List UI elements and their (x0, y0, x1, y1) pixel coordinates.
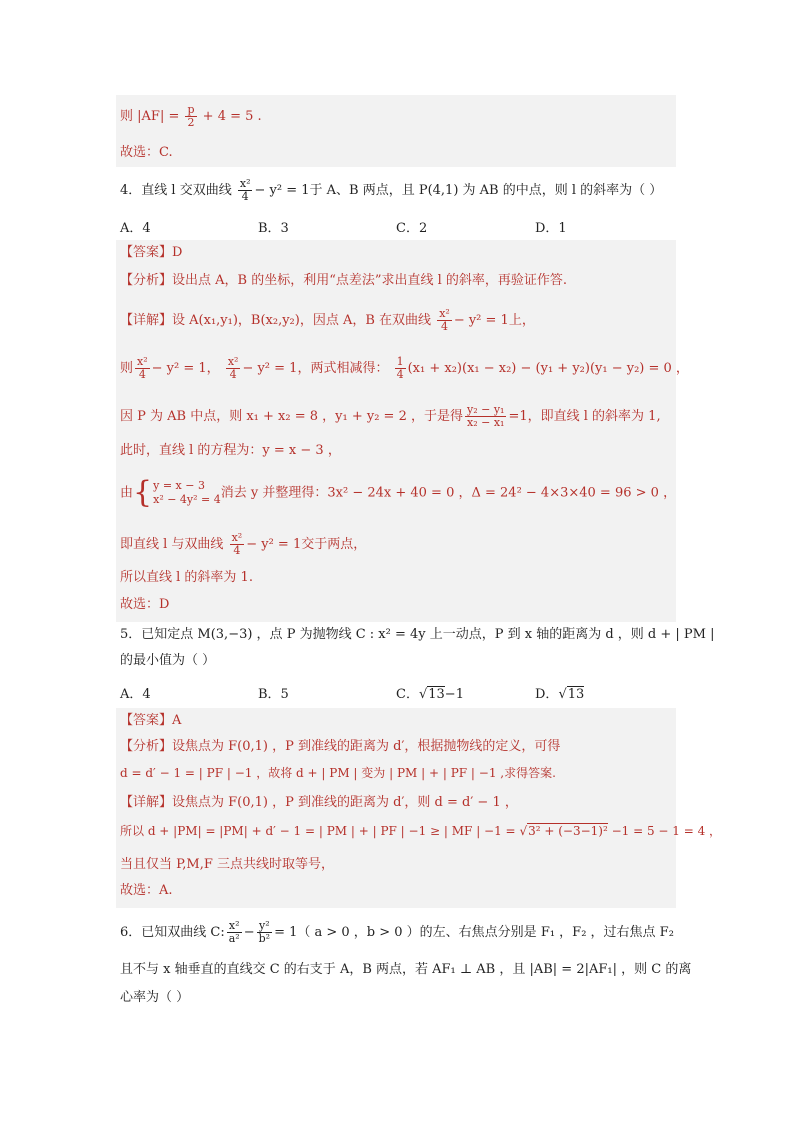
q4-d2f1-den: 4 (138, 368, 146, 381)
q4-stem-b: 于 A、B 两点，且 P(4,1) 为 AB 的中点，则 l 的斜率为（ ） (309, 183, 663, 198)
q4-detail-6 (120, 532, 366, 557)
q4-d2f2-den: 4 (229, 368, 237, 381)
q4-detail-5a: 由 (120, 485, 134, 501)
q4-sys-row2: x² − 4y² = 4 (153, 493, 221, 506)
prev-expr: |AF| = (137, 109, 184, 124)
q5-optd-pre: D． (535, 687, 559, 702)
q4-d2-frac1 (135, 356, 150, 381)
q4-analysis-tag: 【分析】 (120, 273, 173, 288)
q4-detail-1-frac (437, 308, 452, 333)
q4-stem-a: 直线 l 交双曲线 (141, 183, 232, 198)
q4-ratio-den: x₂ − x₁ (467, 416, 505, 429)
q5-detail-2: 所以 d + |PM| = |PM| + d′ − 1 = | PM | + | PF | −1 ≥ | MF | −1 = √3² + (−3−1)² −1 = 5 − 1 = 4 ， (120, 824, 722, 838)
q4-d2-frac2 (226, 356, 241, 381)
q4-option-c[interactable]: C．2 (396, 221, 428, 236)
q4-d1-num: x² (439, 307, 450, 320)
q5-optc-post: −1 (444, 687, 464, 702)
q5-detail-1 (120, 794, 518, 812)
q4-system (133, 475, 221, 510)
q5-detail-2b: −1 = 5 − 1 = 4 ， (607, 824, 722, 838)
prev-rest: + 4 = 5 . (198, 109, 262, 124)
q4-detail-6a: 即直线 l 与双曲线 (120, 537, 224, 552)
q4-analysis-text: 设出点 A，B 的坐标，利用“点差法”求出直线 l 的斜率，再验证作答. (172, 273, 568, 288)
q4-d6-den: 4 (233, 544, 241, 557)
q4-detail-3b: =1，即直线 l 的斜率为 1, (508, 409, 661, 424)
q6-f2-den: b² (258, 932, 271, 945)
prev-prefix: 则 (120, 109, 134, 124)
q4-number: 4． (120, 183, 142, 198)
q5-detail-1-text: 设焦点为 F(0,1) ，P 到准线的距离为 d′，则 d = d′ − 1 ， (172, 795, 518, 810)
q4-analysis (120, 272, 567, 290)
q5-option-b[interactable]: B．5 (258, 687, 289, 702)
q6-stem-2: 且不与 x 轴垂直的直线交 C 的右支于 A，B 两点，若 AF₁ ⊥ AB ，且 |AB| = 2|AF₁| ，则 C 的离 (120, 962, 692, 977)
q4-detail-2d: (x₁ + x₂)(x₁ − x₂) − (y₁ + y₂)(y₁ − y₂) = 0 ， (407, 361, 689, 376)
q6-f1-num: x² (228, 919, 240, 932)
q4-hyper-den: 4 (241, 190, 249, 203)
q4-option-b[interactable]: B．3 (258, 221, 289, 236)
q4-sys-row1: y = x − 3 (153, 479, 205, 492)
q4-option-a[interactable]: A．4 (120, 221, 151, 236)
prev-frac (185, 104, 196, 129)
q4-quarter-den: 4 (396, 368, 404, 381)
prev-answer: 故选：C. (120, 145, 173, 160)
q6-stem-1a: 6．已知双曲线 C: (120, 925, 225, 940)
q6-frac2 (257, 920, 272, 945)
q5-final: 故选：A. (120, 883, 173, 898)
q5-detail-3: 当且仅当 P,M,F 三点共线时取等号， (120, 857, 334, 872)
q4-detail-4: 此时，直线 l 的方程为：y = x − 3 ， (120, 443, 341, 458)
q4-answer-value: D (172, 245, 183, 260)
q4-detail-6b: 交于两点， (301, 537, 367, 552)
q5-analysis-1 (120, 738, 560, 756)
q4-d6-frac (230, 532, 245, 557)
prev-frac-num: p (187, 103, 195, 116)
q5-option-c[interactable]: C．√13−1 (396, 687, 464, 702)
solution-block-q4 (116, 240, 676, 622)
q4-detail-2 (120, 356, 689, 381)
q4-detail-2c: ，两式相减得： (297, 361, 389, 376)
q6-stem-1: 6．已知双曲线 C: $\frac{\text{x²}}{\text{a²}}$ − $\frac{\text{y²}}{\text{b²}}$ = 1（ a > 0 ，b > 0 ）的左、右焦点分别是 F₁ ，F₂ ，过右焦点 F₂ (120, 919, 674, 945)
q4-detail-1 (120, 308, 535, 333)
q4-detail-5 (120, 475, 677, 510)
q4-detail-tag: 【详解】 (120, 313, 173, 328)
q4-detail-2b: ， (206, 361, 220, 376)
q5-answer-value: A (172, 713, 182, 728)
q4-d2f1-rest: − y² = 1 (151, 361, 207, 376)
q5-detail-tag: 【详解】 (120, 795, 173, 810)
q4-d2f2-rest: − y² = 1 (242, 361, 298, 376)
q6-stem-3: 心率为（ ） (120, 990, 190, 1005)
q4-d2-quarter (395, 356, 406, 381)
q4-hyper-num: x² (239, 177, 251, 190)
q4-answer-tag: 【答案】 (120, 245, 173, 260)
q5-stem-1: 5．已知定点 M(3,−3) ，点 P 为抛物线 C : x² = 4y 上一动点，P 到 x 轴的距离为 d ，则 d + | PM | (120, 627, 715, 642)
q4-detail-7: 所以直线 l 的斜率为 1. (120, 570, 253, 585)
q5-answer-tag: 【答案】 (120, 713, 173, 728)
q4-hyper-rest: − y² = 1 (254, 183, 310, 198)
q5-option-d[interactable]: D．√13 (535, 687, 585, 702)
q4-option-d[interactable]: D．1 (535, 221, 567, 236)
q4-sysrows (153, 479, 221, 507)
q6-f2-num: y² (259, 919, 270, 932)
q4-detail-1b: 上， (508, 313, 535, 328)
q6-f1-den: a² (228, 932, 240, 945)
q4-hyper-frac (238, 178, 253, 203)
q4-stem (120, 178, 662, 203)
q4-final: 故选：D (120, 597, 170, 612)
q4-detail-5b: 消去 y 并整理得：3x² − 24x + 40 = 0 ，Δ = 24² − 4×3×40 = 96 > 0 ， (220, 485, 677, 501)
q5-analysis-tag: 【分析】 (120, 739, 173, 754)
q5-answer (120, 712, 181, 730)
q4-detail-1-text: 设 A(x₁,y₁)，B(x₂,y₂)，因点 A，B 在双曲线 (172, 313, 432, 328)
q5-analysis-2: d = d′ − 1 = | PF | −1 ，故将 d + | PM | 变为 | PM | + | PF | −1 ,求得答案. (120, 766, 556, 780)
q4-quarter-num: 1 (396, 355, 404, 368)
q4-answer (120, 244, 182, 262)
q4-d2f2-num: x² (227, 355, 239, 368)
q4-d1-rest: − y² = 1 (453, 313, 509, 328)
q5-optd-rad: 13 (567, 687, 585, 702)
q4-detail-3 (120, 404, 661, 429)
q4-ratio-frac (465, 404, 506, 429)
q5-detail-2a: 所以 d + |PM| = |PM| + d′ − 1 = | PM | + | PF | −1 ≥ | MF | −1 = (120, 824, 520, 838)
q5-stem-2: 的最小值为（ ） (120, 653, 216, 668)
q4-detail-3a: 因 P 为 AB 中点，则 x₁ + x₂ = 8 ，y₁ + y₂ = 2 ，于是得 (120, 409, 463, 424)
q4-d1-den: 4 (441, 320, 448, 333)
q4-d6-rest: − y² = 1 (246, 537, 302, 552)
q5-optc-rad: 13 (428, 687, 445, 702)
q4-d2f1-num: x² (137, 355, 148, 368)
q6-stem-1b: = 1（ a > 0 ，b > 0 ）的左、右焦点分别是 F₁ ，F₂ ，过右焦点 F₂ (274, 925, 674, 940)
q5-detail-2-rad: 3² + (−3−1)² (528, 824, 608, 838)
q4-brace-icon: { (133, 475, 153, 510)
q4-detail-2a: 则 (120, 361, 134, 376)
q5-analysis-1-text: 设焦点为 F(0,1) ，P 到准线的距离为 d′，根据抛物线的定义，可得 (172, 739, 561, 754)
q5-option-a[interactable]: A．4 (120, 687, 151, 702)
prev-frac-den: 2 (187, 116, 195, 129)
q6-frac1 (227, 920, 242, 945)
q4-d6-num: x² (231, 531, 243, 544)
q4-ratio-num: y₂ − y₁ (466, 403, 505, 416)
q5-optc-pre: C． (396, 687, 419, 702)
prev-result-line (120, 104, 262, 129)
